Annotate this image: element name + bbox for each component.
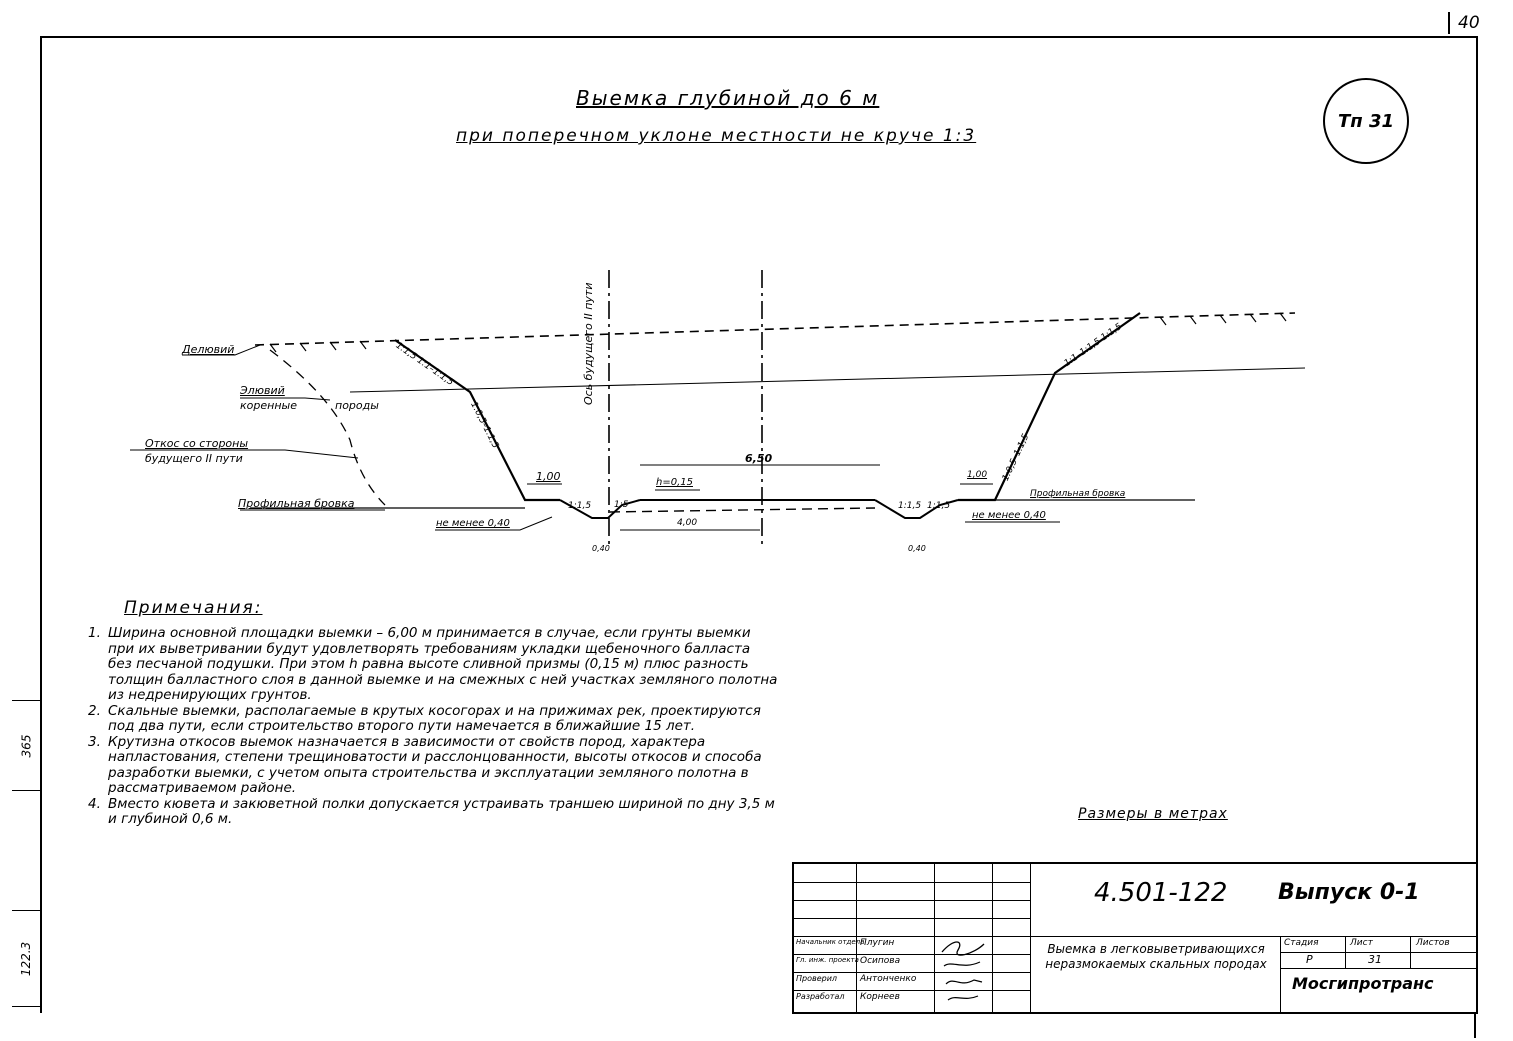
label-bedrock: коренные bbox=[240, 399, 297, 412]
label-rocks: породы bbox=[335, 399, 379, 412]
stamp-code: 4.501-122 bbox=[1094, 878, 1228, 908]
label-future-track: будущего II пути bbox=[145, 452, 243, 465]
notes-title: Примечания: bbox=[124, 598, 263, 618]
tb-row bbox=[794, 900, 1030, 901]
label-slope-mid-left: 1:0,5–1:1,5 bbox=[468, 400, 501, 451]
tb-row bbox=[794, 990, 1030, 991]
label-slope-side: Откос со стороны bbox=[145, 437, 249, 450]
stamp-col-stage: Стадия bbox=[1284, 938, 1319, 948]
stamp-stage: Р bbox=[1306, 953, 1313, 966]
stamp-role: Проверил bbox=[796, 974, 838, 983]
notes-list bbox=[88, 626, 778, 828]
stamp-col-sheets: Листов bbox=[1416, 938, 1450, 948]
stamp-role: Начальник отдела bbox=[796, 938, 865, 946]
note-item: 2. Скальные выемки, располагаемые в крутых косогорах и на прижимах рек, проектируются под два пути, если строительство второго пути намечается в ближайшие 15 лет. bbox=[88, 702, 761, 734]
dimensions-note: Размеры в метрах bbox=[1078, 806, 1228, 822]
note-item: 3. Крутизна откосов выемок назначается в зависимости от свойств пород, характера напластования, степени трещиноватости и расслонцованности, высоты откосов и способа разработки выемки, с учетом опыта строительства и эксплуатации земляного полотна в рассматриваемом районе. bbox=[88, 733, 762, 796]
label-slope-ditch-4: 1:1,5 bbox=[927, 501, 951, 511]
stamp-role: Гл. инж. проекта bbox=[796, 956, 859, 964]
title-main: Выемка глубиной до 6 м bbox=[576, 86, 880, 110]
label-subwidth: 4,00 bbox=[677, 518, 698, 528]
side-stamp-bottom: 122.3 bbox=[12, 910, 40, 1007]
badge-text: Тп 31 bbox=[1337, 110, 1395, 132]
ground-line bbox=[255, 313, 1295, 345]
label-slope-top-left: 1:1,5 1:1–1:1,5 bbox=[393, 340, 456, 389]
tb-col bbox=[1280, 936, 1281, 1012]
label-width: 6,50 bbox=[745, 452, 773, 465]
stamp-role: Разработал bbox=[796, 992, 845, 1001]
note-item: 4. Вместо кювета и закюветной полки допускается устраивать траншею шириной по дну 3,5 м и глубиной 0,6 м. bbox=[88, 795, 775, 827]
tb-row bbox=[794, 972, 1030, 973]
sheet-number: 40 bbox=[1448, 12, 1480, 34]
label-profile-edge-left: Профильная бровка bbox=[238, 497, 355, 510]
label-deluvium: Делювий bbox=[182, 343, 235, 356]
tb-row bbox=[794, 954, 1030, 955]
side-stamp-top: 365 bbox=[12, 700, 40, 791]
eluvium-boundary bbox=[350, 368, 1305, 392]
stamp-name: Антонченко bbox=[860, 974, 917, 984]
label-min-right: не менее 0,40 bbox=[972, 510, 1046, 521]
label-ditch-right: 0,40 bbox=[908, 544, 926, 553]
stamp-name: Корнеев bbox=[860, 992, 900, 1002]
label-ditch-left: 0,40 bbox=[592, 544, 610, 553]
label-slope-ditch-3: 1:1,5 bbox=[898, 501, 922, 511]
label-h: h=0,15 bbox=[656, 477, 693, 488]
stamp-doc-title: Выемка в легковыветривающихся неразмокаемых скальных породах bbox=[1045, 942, 1267, 971]
label-slope-mid-right: 1:0,5–1:1,5 bbox=[1000, 432, 1032, 483]
subgrade-line bbox=[610, 508, 875, 512]
label-berm-right: 1,00 bbox=[967, 470, 988, 480]
stamp-col-sheet: Лист bbox=[1350, 938, 1373, 948]
label-eluvium: Элювий bbox=[240, 384, 285, 397]
stamp-issue: Выпуск 0-1 bbox=[1278, 880, 1420, 905]
signatures bbox=[934, 936, 994, 1008]
tb-row bbox=[794, 882, 1030, 883]
tb-col bbox=[1030, 864, 1031, 1012]
tb-row bbox=[794, 918, 1030, 919]
stamp-sheet: 31 bbox=[1368, 953, 1382, 966]
label-berm-left: 1,00 bbox=[536, 470, 561, 483]
tb-row bbox=[794, 936, 1476, 937]
tb-col bbox=[1345, 936, 1346, 968]
label-slope-top-right: 1:1–1:1,5 1:1,5 bbox=[1062, 321, 1125, 370]
rock-boundary-curve bbox=[270, 350, 385, 505]
note-item: 1. Ширина основной площадки выемки – 6,00 м принимается в случае, если грунты выемки при их выветривании будут удовлетворять требованиям укладки щебеночного балласта без песчаной подушки. При этом h равна высоте сливной призмы (0,15 м) плюс разность толщин балластного слоя в данной выемке и на смежных с ней участках земляного полотна из недренирующих грунтов. bbox=[88, 625, 778, 703]
stamp-name: Плугин bbox=[860, 938, 895, 948]
title-sub: при поперечном уклоне местности не круче 1:3 bbox=[456, 126, 977, 146]
label-profile-edge-right: Профильная бровка bbox=[1030, 489, 1126, 499]
title-block bbox=[792, 862, 1478, 1014]
label-min-left: не менее 0,40 bbox=[436, 518, 510, 529]
stamp-org: Мосгипротранс bbox=[1292, 974, 1434, 993]
tb-row bbox=[1280, 968, 1476, 969]
tb-col bbox=[1410, 936, 1411, 968]
label-axis: Ось будущего II пути bbox=[582, 282, 595, 405]
label-slope-ditch-2: 1:5 bbox=[614, 500, 629, 510]
label-slope-ditch-1: 1:1,5 bbox=[568, 501, 592, 511]
stamp-name: Осипова bbox=[860, 956, 901, 966]
